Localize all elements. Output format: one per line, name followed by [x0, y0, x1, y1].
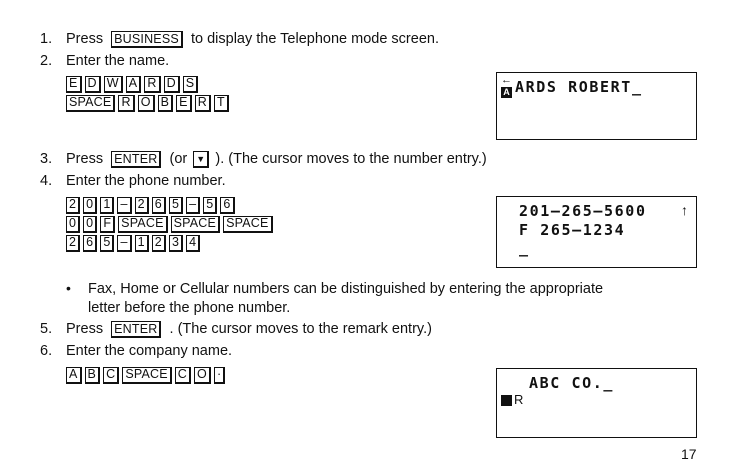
step-4-text: Enter the phone number.	[66, 173, 226, 189]
name-display-screen	[496, 72, 697, 140]
key-cap: –	[117, 235, 131, 252]
phone-display-line-3: _	[519, 239, 530, 257]
step-5-post: . (The cursor moves to the remark entry.)	[169, 321, 432, 337]
phone-keys-row-2	[66, 216, 276, 234]
phone-display-screen	[496, 196, 697, 268]
phone-keys-row-1	[66, 197, 238, 215]
company-display-screen	[496, 368, 697, 438]
company-display-text: ABC CO._	[529, 374, 615, 392]
key-cap: B	[85, 367, 101, 384]
page-number: 17	[681, 446, 697, 462]
step-1-text	[66, 30, 439, 48]
key-cap: 0	[66, 216, 80, 233]
key-cap: W	[104, 76, 123, 93]
key-cap: D	[164, 76, 180, 93]
key-cap: R	[118, 95, 134, 112]
key-space: SPACE	[118, 216, 167, 233]
key-space: SPACE	[122, 367, 171, 384]
key-cap: T	[214, 95, 229, 112]
key-cap: R	[195, 95, 211, 112]
key-cap: 5	[169, 197, 183, 214]
name-keys-row-2	[66, 95, 232, 113]
note-line-2: letter before the phone number.	[88, 300, 291, 316]
note-bullet: •	[66, 280, 71, 296]
step-3-number: 3.	[40, 151, 53, 167]
key-cap: 6	[83, 235, 97, 252]
key-cap: 2	[135, 197, 149, 214]
mode-indicator: A	[501, 87, 512, 98]
step-1-post: to display the Telephone mode screen.	[190, 31, 439, 47]
step-2-text: Enter the name.	[66, 53, 170, 69]
key-cap: C	[103, 367, 119, 384]
step-1-pre: Press	[66, 31, 104, 47]
key-cap: 5	[203, 197, 217, 214]
key-cap: 1	[100, 197, 114, 214]
down-arrow-key-icon: ▼	[193, 151, 209, 168]
phone-display-line-1: 201–265–5600	[519, 202, 647, 220]
up-arrow-icon: ↑	[681, 202, 688, 218]
step-5-pre: Press	[66, 321, 104, 337]
key-cap: S	[183, 76, 199, 93]
step-1-number: 1.	[40, 31, 53, 47]
key-space: SPACE	[66, 95, 115, 112]
step-3-post: ). (The cursor moves to the number entry.)	[215, 151, 487, 167]
key-cap: C	[175, 367, 191, 384]
key-space: SPACE	[223, 216, 272, 233]
remark-indicator-icon	[501, 395, 512, 406]
key-cap: –	[186, 197, 200, 214]
key-cap: 2	[66, 197, 80, 214]
key-cap: B	[158, 95, 174, 112]
step-2-number: 2.	[40, 53, 53, 69]
key-cap: O	[194, 367, 211, 384]
key-cap: R	[144, 76, 160, 93]
step-3-mid: (or	[169, 151, 188, 167]
key-cap: A	[66, 367, 82, 384]
key-cap: 0	[83, 197, 97, 214]
key-cap: 4	[186, 235, 200, 252]
key-cap: E	[66, 76, 82, 93]
company-keys-row	[66, 367, 228, 385]
key-cap: 0	[83, 216, 97, 233]
phone-display-line-2: F 265–1234	[519, 221, 626, 239]
enter-key: ENTER	[111, 151, 161, 168]
business-key: BUSINESS	[111, 31, 183, 48]
step-3-text	[66, 150, 487, 168]
key-cap: O	[138, 95, 155, 112]
key-cap: ·	[214, 367, 225, 384]
key-cap: –	[117, 197, 131, 214]
name-keys-row-1	[66, 76, 201, 94]
key-cap: 1	[135, 235, 149, 252]
name-display-text: ARDS ROBERT_	[515, 78, 643, 96]
note-line-1: Fax, Home or Cellular numbers can be distinguished by entering the appropriate	[88, 281, 604, 297]
key-cap: 6	[152, 197, 166, 214]
key-cap: A	[126, 76, 142, 93]
step-6-number: 6.	[40, 343, 53, 359]
step-5-text	[66, 320, 432, 338]
key-cap: 2	[66, 235, 80, 252]
key-cap: E	[176, 95, 192, 112]
step-4-number: 4.	[40, 173, 53, 189]
key-space: SPACE	[171, 216, 220, 233]
phone-keys-row-3	[66, 235, 203, 253]
key-cap: D	[85, 76, 101, 93]
key-cap: F	[100, 216, 115, 233]
step-3-pre: Press	[66, 151, 104, 167]
remark-indicator: R	[514, 392, 524, 407]
key-cap: 5	[100, 235, 114, 252]
key-cap: 2	[152, 235, 166, 252]
key-cap: 3	[169, 235, 183, 252]
step-6-text: Enter the company name.	[66, 343, 233, 359]
left-arrow-icon: ←	[501, 74, 512, 86]
enter-key-2: ENTER	[111, 321, 161, 338]
step-5-number: 5.	[40, 321, 53, 337]
key-cap: 6	[220, 197, 234, 214]
